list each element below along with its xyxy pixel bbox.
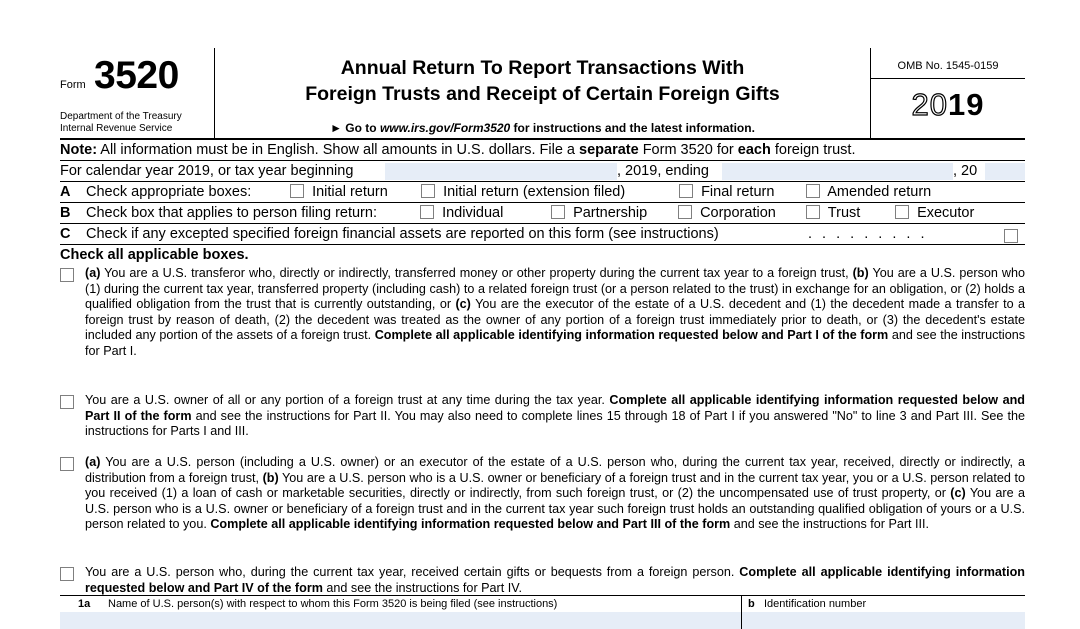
form-number: 3520 [94,54,179,97]
line-a-text: Check appropriate boxes: [86,184,252,200]
part-iii-text [85,455,1025,533]
individual-checkbox[interactable] [420,205,434,219]
calendar-text1: For calendar year 2019, or tax year beginning [60,163,354,179]
final-return-option[interactable] [679,182,774,202]
note-bold2: each [737,142,771,158]
p3-end: and see the instructions for Part III. [730,517,930,532]
part-iii-paragraph [60,455,1025,565]
partnership-option[interactable] [551,203,647,223]
tax-year [871,87,1025,123]
line-c-text: Check if any excepted specified foreign financial assets are reported on this form (see instructions) [86,226,719,242]
initial-return-option[interactable] [290,182,388,202]
form-id-block [60,48,215,138]
initial-return-ext-option[interactable] [421,182,625,202]
goto-suffix: for instructions and the latest information. [510,121,755,135]
amended-return-label: Amended return [827,184,932,200]
executor-label: Executor [917,205,975,221]
note-text [60,142,855,158]
tax-year-begin-field[interactable] [385,163,617,180]
line-1a [60,595,1025,628]
p1-c-label: (c) [455,297,471,312]
line-c-option[interactable] [1004,227,1018,247]
p3-c-text: You are a U.S. person who is a U.S. owner or beneficiary of a foreign trust and in the current tax year such foreign trust holds an outstanding qualified obligation of yours or a U.S. person related to you. [85,486,1025,532]
p2-bold: Complete all applicable identifying information requested below and Part II of the form [85,393,1025,423]
line-c-dots: . . . . . . . . . [808,226,928,242]
line-b [60,203,1025,224]
trust-checkbox[interactable] [806,205,820,219]
part-i-checkbox[interactable] [60,268,74,282]
excepted-assets-checkbox[interactable] [1004,229,1018,243]
p1-a-label: (a) [85,266,101,280]
initial-return-ext-checkbox[interactable] [421,184,435,198]
line-1b-text: Identification number [764,598,867,610]
calendar-line [60,161,1025,182]
line-1b-label: b [748,598,755,610]
form-word: Form [60,79,86,91]
initial-return-ext-label: Initial return (extension filed) [443,184,626,200]
p3-bold-end: Complete all applicable identifying information requested below and Part III of the form [210,517,731,532]
us-person-name-field[interactable] [60,612,741,629]
part-ii-checkbox[interactable] [60,395,74,409]
initial-return-checkbox[interactable] [290,184,304,198]
executor-checkbox[interactable] [895,205,909,219]
p2-text: You are a U.S. owner of all or any portion of a foreign trust at any time during the tax year. [85,393,610,407]
goto-url-link[interactable]: www.irs.gov/Form3520 [379,121,511,135]
part-ii-paragraph [60,393,1025,455]
title-block [216,48,869,138]
corporation-option[interactable] [678,203,776,223]
tax-year-end-year-field[interactable] [985,163,1025,180]
line-b-text: Check box that applies to person filing return: [86,205,377,221]
identification-number-field[interactable] [742,612,1025,629]
p2-end: and see the instructions for Part II. You may also need to complete lines 15 through 18 of Part I if you answered "No" to line 3 and Part III. See the instructions for Parts I and III. [85,408,1025,439]
note-text2: Form 3520 for [638,142,738,158]
year-bold: 19 [948,87,985,122]
note-text1: All information must be in English. Show all amounts in U.S. dollars. File a [97,142,580,158]
part-iv-checkbox[interactable] [60,567,74,581]
individual-option[interactable] [420,203,503,223]
year-outline: 20 [911,87,948,122]
part-iv-text [85,565,1025,596]
p1-b-text: You are a U.S. person who (1) during the current tax year, transferred property (including cash) to a related foreign trust (or a person related to the trust) in exchange for an obligation, or (2) holds a qualified obligation from the trust that is currently outstanding, or [85,266,1025,312]
calendar-text2: , 2019, ending [617,163,709,179]
tax-year-end-field[interactable] [722,163,953,180]
goto-instructions [216,121,869,135]
partnership-label: Partnership [573,205,648,221]
corporation-label: Corporation [700,205,776,221]
executor-option[interactable] [895,203,974,223]
p3-b-label: (b) [262,470,279,485]
part-iv-paragraph [60,565,1025,599]
form-header [60,48,1025,140]
calendar-text3: , 20 [953,163,978,179]
form-3520-page [60,48,1026,610]
omb-number: OMB No. 1545-0159 [871,48,1025,79]
p4-end: and see the instructions for Part IV. [322,580,522,595]
department [60,111,182,135]
department-line2: Internal Revenue Service [60,123,173,134]
line-b-label: B [60,205,71,221]
line-a-label: A [60,184,71,200]
p1-b-label: (b) [852,266,869,280]
p3-a-label: (a) [85,455,101,469]
department-line1: Department of the Treasury [60,111,182,122]
part-iii-checkbox[interactable] [60,457,74,471]
form-title [216,55,869,107]
p4-text: You are a U.S. person who, during the current tax year, received certain gifts or bequests from a foreign person. [85,565,740,579]
p3-a-text: You are a U.S. person (including a U.S. owner) or an executor of the estate of a U.S. person who, during the current tax year, received, directly or indirectly, a distribution from a foreign trust, [85,455,1025,485]
note-text3: foreign trust. [770,142,856,158]
note-label: Note: [60,142,98,158]
trust-option[interactable] [806,203,860,223]
amended-return-checkbox[interactable] [806,184,820,198]
p1-bold-end: Complete all applicable identifying information requested below and Part I of the form [374,328,889,343]
p3-c-label: (c) [950,486,966,501]
goto-prefix: ► Go to [330,121,380,135]
check-all-heading: Check all applicable boxes. [60,247,249,263]
line-c-label: C [60,226,71,242]
line-1a-label: 1a [78,598,91,610]
title-line2: Foreign Trusts and Receipt of Certain Foreign Gifts [305,83,780,105]
initial-return-label: Initial return [312,184,388,200]
p1-c-text: You are the executor of the estate of a U.S. decedent and (1) the decedent made a transfer to a foreign trust by reason of death, (2) the decedent was treated as the owner of any portion of a foreign trust immediately prior to death, or (3) the decedent's estate included any portion of the assets of a foreign trust. [85,297,1026,343]
note-line [60,140,1025,161]
trust-label: Trust [827,205,861,221]
line-a [60,182,1025,203]
title-line1: Annual Return To Report Transactions With [340,57,745,79]
p1-a-text: You are a U.S. transferor who, directly or indirectly, transferred money or other property during the current tax year to a foreign trust, [100,266,853,280]
individual-label: Individual [442,205,504,221]
p1-end: and see the instructions for Part I. [85,328,1025,358]
part-i-paragraph [60,266,1025,393]
part-ii-text [85,393,1025,440]
omb-year-block [870,48,1025,138]
line-1a-text: Name of U.S. person(s) with respect to whom this Form 3520 is being filed (see instructions) [108,598,558,610]
note-bold1: separate [579,142,639,158]
corporation-checkbox[interactable] [678,205,692,219]
final-return-label: Final return [701,184,775,200]
final-return-checkbox[interactable] [679,184,693,198]
p4-bold: Complete all applicable identifying information requested below and Part IV of the form [85,565,1025,595]
line-c [60,224,1025,245]
part-i-text [85,266,1025,360]
p3-b-text: You are a U.S. person who is a U.S. owner or beneficiary of a foreign trust and in the current tax year, you or a U.S. person related to you received (1) a loan of cash or marketable securities, directly or indirectly, from such foreign trust, or (2) the uncompensated use of trust property, or [85,470,1026,501]
partnership-checkbox[interactable] [551,205,565,219]
amended-return-option[interactable] [806,182,931,202]
